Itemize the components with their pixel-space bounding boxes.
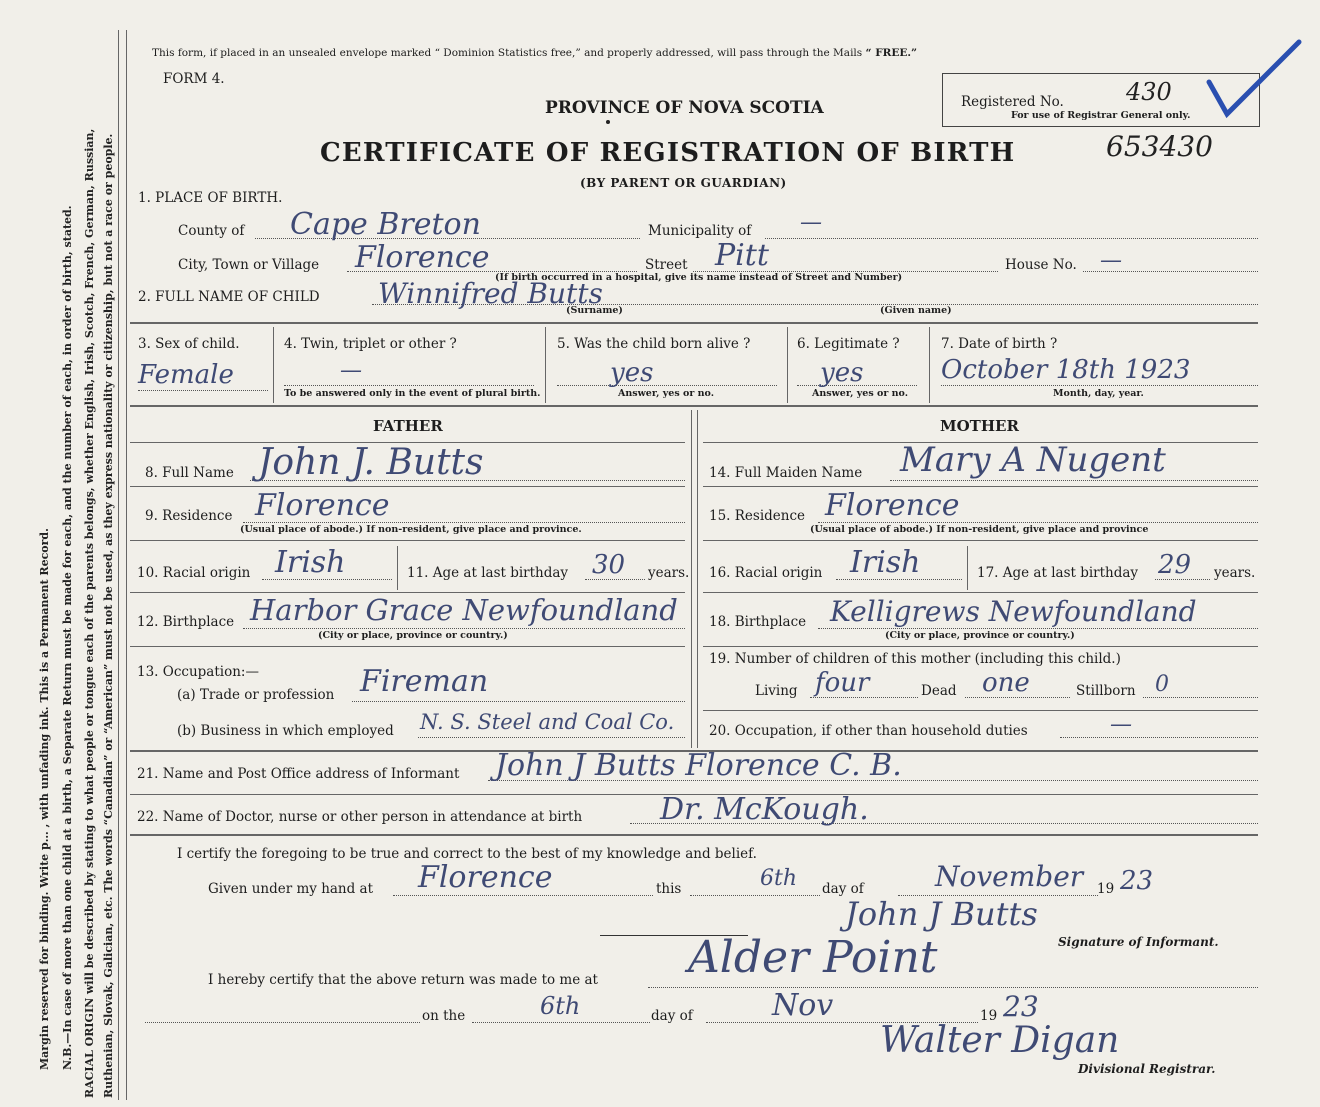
- informant-value: John J Butts Florence C. B.: [495, 748, 902, 783]
- mother-racial-label: 16. Racial origin: [709, 565, 823, 581]
- stillborn-value: 0: [1155, 672, 1169, 697]
- twin-value: —: [340, 358, 362, 383]
- given-year-value: 23: [1120, 866, 1154, 896]
- this-label: this: [656, 881, 682, 897]
- page-subtitle: (BY PARENT OR GUARDIAN): [580, 176, 787, 190]
- page-title: CERTIFICATE OF REGISTRATION OF BIRTH: [320, 138, 1016, 168]
- municipality-label: Municipality of: [648, 223, 752, 239]
- stillborn-label: Stillborn: [1076, 683, 1136, 699]
- trade-value: Fireman: [360, 664, 489, 699]
- alive-value: yes: [610, 358, 654, 388]
- registrar-day-value: 6th: [540, 992, 581, 1020]
- dob-label: 7. Date of birth ?: [941, 336, 1058, 352]
- header-dot: [606, 120, 610, 124]
- alive-note: Answer, yes or no.: [618, 388, 715, 399]
- registered-label: Registered No.: [961, 94, 1064, 110]
- mother-name-label: 14. Full Maiden Name: [709, 465, 863, 481]
- occupation-label: 13. Occupation:—: [137, 664, 259, 680]
- father-name-label: 8. Full Name: [145, 465, 234, 481]
- mother-residence-note: (Usual place of abode.) If non-resident, give place and province: [810, 524, 1149, 535]
- mother-residence-label: 15. Residence: [709, 508, 806, 524]
- margin-note-nb: N.B.—In case of more than one child at a birth, a Separate Return must be made for each, and the number of each, in order of birth, stated.: [61, 205, 74, 1070]
- mother-name-value: Mary A Nugent: [900, 440, 1166, 480]
- mother-birthplace-value: Kelligrews Newfoundland: [830, 595, 1197, 628]
- registrar-year-prefix: 19: [980, 1008, 998, 1024]
- municipality-value: —: [800, 210, 822, 235]
- certify-statement: I certify the foregoing to be true and correct to the best of my knowledge and belief.: [177, 846, 757, 862]
- sex-label: 3. Sex of child.: [138, 336, 240, 352]
- check-mark-icon: [1205, 36, 1305, 122]
- mother-heading: MOTHER: [940, 417, 1019, 435]
- father-birthplace-label: 12. Birthplace: [137, 614, 235, 630]
- mother-occupation-value: —: [1110, 712, 1132, 737]
- registered-number: 430: [1126, 78, 1172, 106]
- registrar-signature-label: Divisional Registrar.: [1078, 1062, 1216, 1076]
- dob-value: October 18th 1923: [941, 355, 1191, 385]
- living-label: Living: [755, 683, 798, 699]
- mother-age-value: 29: [1158, 550, 1192, 580]
- mother-years-label: years.: [1214, 565, 1256, 581]
- legitimate-value: yes: [820, 358, 864, 388]
- on-the-label: on the: [422, 1008, 466, 1024]
- doctor-value: Dr. McKough.: [660, 792, 869, 827]
- registrar-dayof-label: day of: [651, 1008, 693, 1024]
- father-residence-label: 9. Residence: [145, 508, 233, 524]
- margin-rule: [118, 30, 119, 1100]
- business-value: N. S. Steel and Coal Co.: [420, 710, 675, 734]
- informant-signature: John J Butts: [845, 895, 1038, 933]
- business-label: (b) Business in which employed: [177, 723, 394, 739]
- children-count-label: 19. Number of children of this mother (including this child.): [709, 651, 1121, 667]
- legitimate-label: 6. Legitimate ?: [797, 336, 900, 352]
- hospital-note: (If birth occurred in a hospital, give its name instead of Street and Number): [495, 272, 903, 283]
- father-birthplace-note: (City or place, province or country.): [318, 630, 508, 641]
- legitimate-note: Answer, yes or no.: [812, 388, 909, 399]
- doctor-label: 22. Name of Doctor, nurse or other person in attendance at birth: [137, 809, 583, 825]
- registrar-year-value: 23: [1003, 990, 1039, 1023]
- father-age-label: 11. Age at last birthday: [407, 565, 569, 581]
- registrar-month-value: Nov: [772, 988, 834, 1023]
- street-label: Street: [645, 257, 688, 273]
- alive-label: 5. Was the child born alive ?: [557, 336, 751, 352]
- province-heading: PROVINCE OF NOVA SCOTIA: [545, 98, 824, 118]
- father-residence-value: Florence: [255, 488, 390, 523]
- given-name-note: (Given name): [880, 305, 952, 316]
- father-years-label: years.: [648, 565, 690, 581]
- living-value: four: [815, 668, 870, 698]
- registrar-use-note: For use of Registrar General only.: [1011, 110, 1191, 121]
- city-label: City, Town or Village: [178, 257, 320, 273]
- father-name-value: John J. Butts: [258, 442, 484, 483]
- registrar-place-value: Alder Point: [688, 932, 938, 983]
- child-name-label: 2. FULL NAME OF CHILD: [138, 289, 320, 305]
- given-dayof-label: day of: [822, 881, 864, 897]
- mother-birthplace-label: 18. Birthplace: [709, 614, 807, 630]
- dead-label: Dead: [921, 683, 957, 699]
- father-heading: FATHER: [373, 417, 443, 435]
- informant-label: 21. Name and Post Office address of Informant: [137, 766, 460, 782]
- place-of-birth-label: 1. PLACE OF BIRTH.: [138, 190, 283, 206]
- house-label: House No.: [1005, 257, 1077, 273]
- dob-note: Month, day, year.: [1053, 388, 1144, 399]
- sex-value: Female: [138, 360, 234, 390]
- mother-birthplace-note: (City or place, province or country.): [885, 630, 1075, 641]
- city-value: Florence: [355, 240, 490, 275]
- twin-label: 4. Twin, triplet or other ?: [284, 336, 457, 352]
- given-label: Given under my hand at: [208, 881, 374, 897]
- house-value: —: [1100, 248, 1122, 273]
- county-value: Cape Breton: [290, 207, 481, 242]
- postal-notice: This form, if placed in an unsealed envelope marked “ Dominion Statistics free,” and properly addressed, will pass through the Mails “ FREE.”: [152, 47, 918, 59]
- father-racial-value: Irish: [275, 545, 346, 580]
- registrar-statement: I hereby certify that the above return was made to me at: [208, 972, 598, 988]
- father-residence-note: (Usual place of abode.) If non-resident, give place and province.: [240, 524, 582, 535]
- mother-occupation-label: 20. Occupation, if other than household duties: [709, 723, 1028, 739]
- given-year-prefix: 19: [1097, 881, 1115, 897]
- mother-age-label: 17. Age at last birthday: [977, 565, 1139, 581]
- informant-signature-label: Signature of Informant.: [1058, 935, 1219, 949]
- child-name-value: Winnifred Butts: [378, 277, 603, 310]
- margin-rule-inner: [126, 30, 127, 1100]
- given-place-value: Florence: [418, 860, 553, 895]
- mother-residence-value: Florence: [825, 488, 960, 523]
- county-label: County of: [178, 223, 245, 239]
- margin-note-ruthenian: Ruthenian, Slovak, Galician, etc. The words “Canadian” or “American” must not be used, as they express nationality or citizenship, but not a race or people.: [102, 133, 115, 1098]
- father-age-value: 30: [592, 550, 626, 580]
- serial-number: 653430: [1106, 130, 1213, 163]
- dead-value: one: [982, 668, 1030, 698]
- trade-label: (a) Trade or profession: [177, 687, 335, 703]
- registrar-signature: Walter Digan: [880, 1020, 1120, 1061]
- form-number: FORM 4.: [163, 71, 225, 87]
- father-racial-label: 10. Racial origin: [137, 565, 251, 581]
- street-value: Pitt: [715, 238, 769, 273]
- mother-racial-value: Irish: [850, 545, 921, 580]
- father-birthplace-value: Harbor Grace Newfoundland: [250, 593, 678, 627]
- given-day-value: 6th: [760, 866, 798, 891]
- given-month-value: November: [935, 860, 1084, 893]
- twin-note: To be answered only in the event of plural birth.: [284, 388, 541, 399]
- margin-note-binding: Margin reserved for binding. Write p… , with unfading ink. This is a Permanent Record.: [38, 528, 51, 1070]
- margin-note-racial: RACIAL ORIGIN will be described by stating to what people or tongue each of the parents belongs, whether English, Irish, Scotch, French, German, Russian,: [83, 128, 96, 1098]
- surname-note: (Surname): [566, 305, 623, 316]
